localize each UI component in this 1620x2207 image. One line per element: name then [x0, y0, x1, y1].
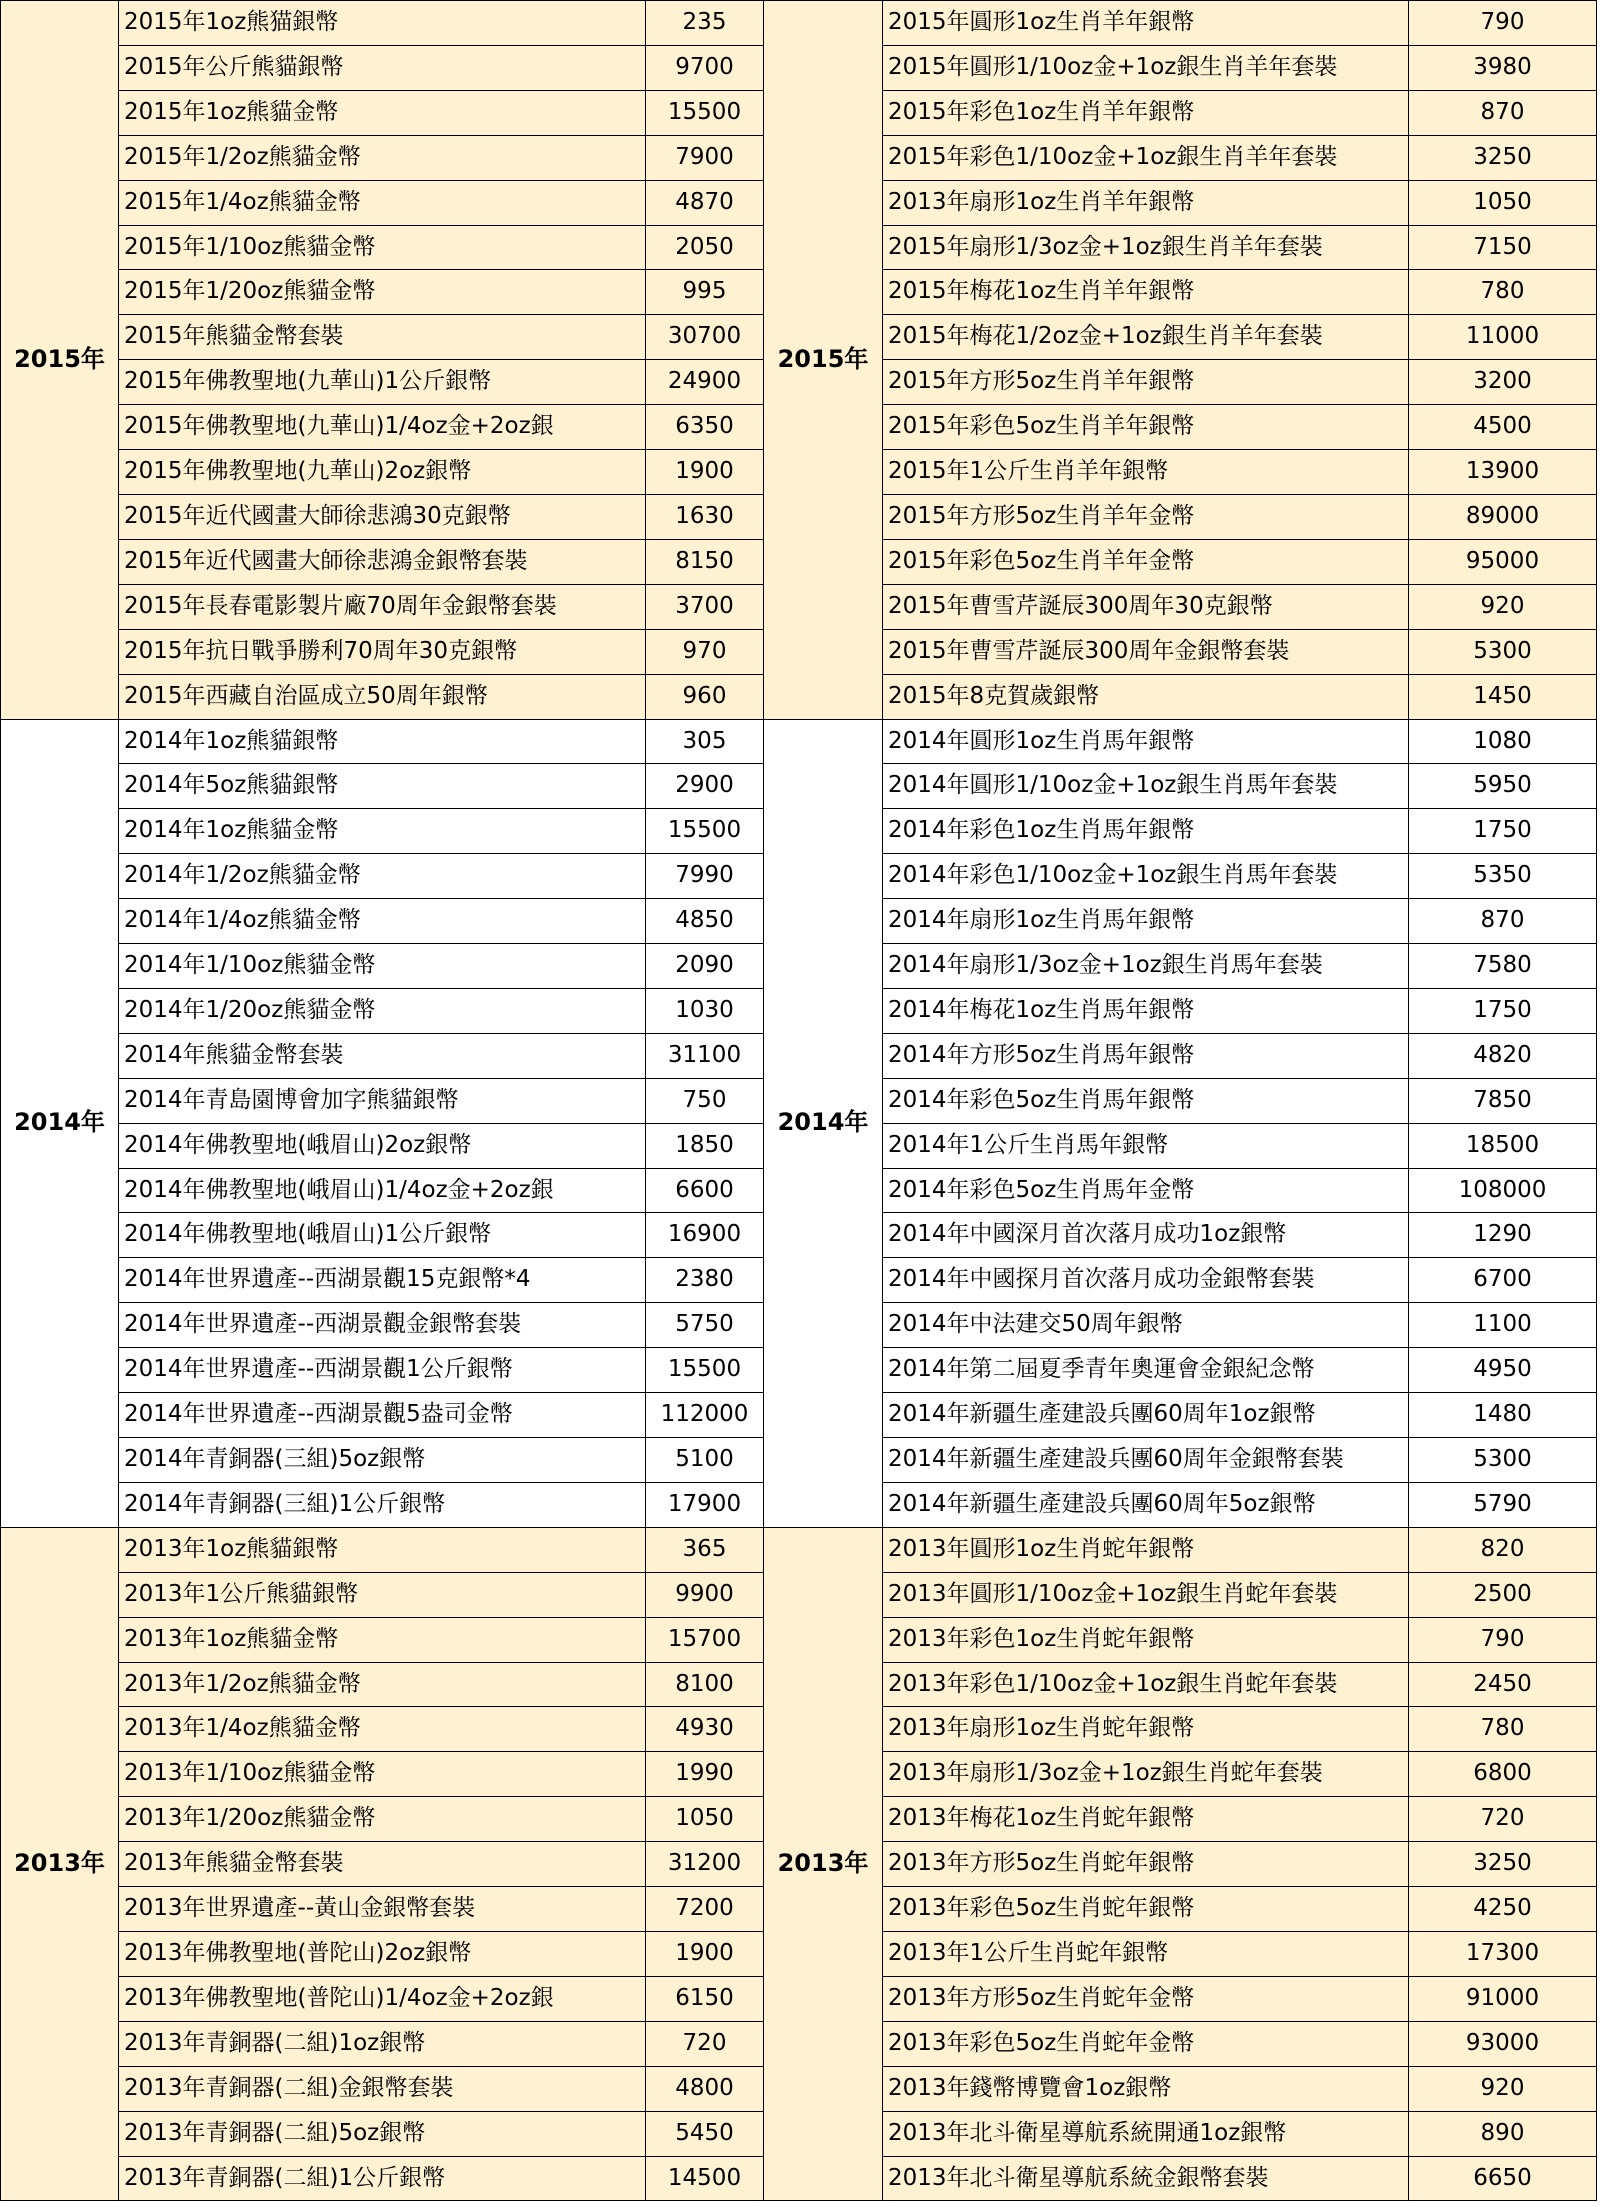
coin-name: 2015年1公斤生肖羊年銀幣 — [883, 450, 1409, 495]
coin-price: 920 — [1409, 584, 1597, 629]
coin-price: 780 — [1409, 270, 1597, 315]
coin-name: 2014年中國探月首次落月成功金銀幣套裝 — [883, 1258, 1409, 1303]
coin-price: 18500 — [1409, 1123, 1597, 1168]
coin-price: 7150 — [1409, 225, 1597, 270]
coin-price: 4870 — [646, 180, 764, 225]
coin-price: 4930 — [646, 1707, 764, 1752]
coin-price: 1750 — [1409, 988, 1597, 1033]
coin-name: 2013年方形5oz生肖蛇年銀幣 — [883, 1842, 1409, 1887]
coin-price: 870 — [1409, 90, 1597, 135]
coin-price: 1850 — [646, 1123, 764, 1168]
coin-price: 108000 — [1409, 1168, 1597, 1213]
coin-price: 30700 — [646, 315, 764, 360]
coin-name: 2013年方形5oz生肖蛇年金幣 — [883, 1976, 1409, 2021]
coin-price: 1050 — [646, 1797, 764, 1842]
table-row — [1, 1, 1597, 46]
coin-price: 1080 — [1409, 719, 1597, 764]
coin-price: 16900 — [646, 1213, 764, 1258]
coin-price: 6150 — [646, 1976, 764, 2021]
coin-name: 2013年梅花1oz生肖蛇年銀幣 — [883, 1797, 1409, 1842]
coin-price: 5100 — [646, 1438, 764, 1483]
coin-name: 2013年1/4oz熊貓金幣 — [119, 1707, 646, 1752]
coin-name: 2013年青銅器(二組)5oz銀幣 — [119, 2111, 646, 2156]
year-label-left: 2013年 — [1, 1527, 119, 2201]
coin-name: 2015年方形5oz生肖羊年金幣 — [883, 494, 1409, 539]
coin-price: 1900 — [646, 450, 764, 495]
coin-name: 2014年1oz熊貓銀幣 — [119, 719, 646, 764]
coin-price: 5790 — [1409, 1482, 1597, 1527]
coin-name: 2013年1公斤生肖蛇年銀幣 — [883, 1931, 1409, 1976]
coin-name: 2015年佛教聖地(九華山)2oz銀幣 — [119, 450, 646, 495]
coin-price: 6700 — [1409, 1258, 1597, 1303]
coin-price: 89000 — [1409, 494, 1597, 539]
coin-name: 2013年1oz熊貓銀幣 — [119, 1527, 646, 1572]
coin-name: 2015年近代國畫大師徐悲鴻金銀幣套裝 — [119, 539, 646, 584]
coin-price: 820 — [1409, 1527, 1597, 1572]
coin-name: 2013年1/10oz熊貓金幣 — [119, 1752, 646, 1797]
coin-price: 5950 — [1409, 764, 1597, 809]
coin-name: 2014年1/2oz熊貓金幣 — [119, 854, 646, 899]
coin-name: 2015年佛教聖地(九華山)1/4oz金+2oz銀 — [119, 405, 646, 450]
coin-price: 24900 — [646, 360, 764, 405]
coin-name: 2014年新疆生產建設兵團60周年1oz銀幣 — [883, 1393, 1409, 1438]
coin-price: 1030 — [646, 988, 764, 1033]
coin-price: 2900 — [646, 764, 764, 809]
coin-price: 5350 — [1409, 854, 1597, 899]
coin-price: 5750 — [646, 1303, 764, 1348]
coin-name: 2015年圓形1oz生肖羊年銀幣 — [883, 1, 1409, 46]
coin-price: 8100 — [646, 1662, 764, 1707]
coin-name: 2014年青銅器(三組)5oz銀幣 — [119, 1438, 646, 1483]
coin-price: 790 — [1409, 1617, 1597, 1662]
coin-name: 2014年扇形1oz生肖馬年銀幣 — [883, 899, 1409, 944]
coin-name: 2013年圓形1/10oz金+1oz銀生肖蛇年套裝 — [883, 1572, 1409, 1617]
coin-name: 2015年曹雪芹誕辰300周年金銀幣套裝 — [883, 629, 1409, 674]
coin-price: 365 — [646, 1527, 764, 1572]
coin-price: 1290 — [1409, 1213, 1597, 1258]
coin-price: 2380 — [646, 1258, 764, 1303]
coin-price: 7850 — [1409, 1078, 1597, 1123]
coin-price: 15500 — [646, 90, 764, 135]
coin-price: 4850 — [646, 899, 764, 944]
coin-price: 2450 — [1409, 1662, 1597, 1707]
coin-price: 1750 — [1409, 809, 1597, 854]
coin-name: 2015年熊貓金幣套裝 — [119, 315, 646, 360]
coin-price: 720 — [1409, 1797, 1597, 1842]
coin-name: 2013年青銅器(二組)1oz銀幣 — [119, 2021, 646, 2066]
coin-name: 2015年抗日戰爭勝利70周年30克銀幣 — [119, 629, 646, 674]
coin-price: 970 — [646, 629, 764, 674]
coin-price: 1480 — [1409, 1393, 1597, 1438]
coin-name: 2014年彩色1oz生肖馬年銀幣 — [883, 809, 1409, 854]
year-label-left: 2015年 — [1, 1, 119, 720]
coin-price: 1050 — [1409, 180, 1597, 225]
coin-price: 6800 — [1409, 1752, 1597, 1797]
coin-name: 2015年佛教聖地(九華山)1公斤銀幣 — [119, 360, 646, 405]
coin-name: 2014年第二屆夏季青年奧運會金銀紀念幣 — [883, 1348, 1409, 1393]
coin-price: 720 — [646, 2021, 764, 2066]
year-label-right: 2013年 — [764, 1527, 883, 2201]
coin-price: 17300 — [1409, 1931, 1597, 1976]
coin-name: 2015年彩色5oz生肖羊年金幣 — [883, 539, 1409, 584]
coin-price: 5300 — [1409, 629, 1597, 674]
coin-name: 2014年世界遺產--西湖景觀5盎司金幣 — [119, 1393, 646, 1438]
coin-name: 2015年曹雪芹誕辰300周年30克銀幣 — [883, 584, 1409, 629]
coin-name: 2014年佛教聖地(峨眉山)1/4oz金+2oz銀 — [119, 1168, 646, 1213]
coin-name: 2014年世界遺產--西湖景觀金銀幣套裝 — [119, 1303, 646, 1348]
coin-price: 2050 — [646, 225, 764, 270]
coin-price: 2090 — [646, 944, 764, 989]
coin-name: 2013年彩色5oz生肖蛇年金幣 — [883, 2021, 1409, 2066]
coin-price: 1450 — [1409, 674, 1597, 719]
coin-name: 2013年熊貓金幣套裝 — [119, 1842, 646, 1887]
coin-price: 9900 — [646, 1572, 764, 1617]
coin-name: 2014年梅花1oz生肖馬年銀幣 — [883, 988, 1409, 1033]
coin-price: 1630 — [646, 494, 764, 539]
coin-name: 2013年彩色1/10oz金+1oz銀生肖蛇年套裝 — [883, 1662, 1409, 1707]
coin-price: 960 — [646, 674, 764, 719]
coin-name: 2014年熊貓金幣套裝 — [119, 1033, 646, 1078]
coin-name: 2013年青銅器(二組)1公斤銀幣 — [119, 2156, 646, 2201]
coin-price: 91000 — [1409, 1976, 1597, 2021]
coin-price: 15700 — [646, 1617, 764, 1662]
coin-name: 2014年新疆生產建設兵團60周年金銀幣套裝 — [883, 1438, 1409, 1483]
coin-price: 750 — [646, 1078, 764, 1123]
coin-name: 2014年彩色5oz生肖馬年銀幣 — [883, 1078, 1409, 1123]
coin-name: 2013年佛教聖地(普陀山)2oz銀幣 — [119, 1931, 646, 1976]
coin-price: 8150 — [646, 539, 764, 584]
coin-name: 2014年方形5oz生肖馬年銀幣 — [883, 1033, 1409, 1078]
coin-name: 2014年世界遺產--西湖景觀1公斤銀幣 — [119, 1348, 646, 1393]
coin-name: 2015年彩色5oz生肖羊年銀幣 — [883, 405, 1409, 450]
coin-name: 2014年圓形1/10oz金+1oz銀生肖馬年套裝 — [883, 764, 1409, 809]
coin-price: 3980 — [1409, 45, 1597, 90]
coin-price: 780 — [1409, 1707, 1597, 1752]
coin-name: 2013年1/2oz熊貓金幣 — [119, 1662, 646, 1707]
coin-price: 3250 — [1409, 135, 1597, 180]
coin-name: 2013年扇形1/3oz金+1oz銀生肖蛇年套裝 — [883, 1752, 1409, 1797]
coin-name: 2015年8克賀歲銀幣 — [883, 674, 1409, 719]
coin-price: 790 — [1409, 1, 1597, 46]
coin-name: 2015年彩色1oz生肖羊年銀幣 — [883, 90, 1409, 135]
coin-price: 95000 — [1409, 539, 1597, 584]
coin-name: 2013年北斗衛星導航系統開通1oz銀幣 — [883, 2111, 1409, 2156]
coin-price: 4820 — [1409, 1033, 1597, 1078]
coin-name: 2014年5oz熊貓銀幣 — [119, 764, 646, 809]
coin-name: 2014年1oz熊貓金幣 — [119, 809, 646, 854]
coin-name: 2014年1/4oz熊貓金幣 — [119, 899, 646, 944]
coin-name: 2013年佛教聖地(普陀山)1/4oz金+2oz銀 — [119, 1976, 646, 2021]
coin-name: 2014年圓形1oz生肖馬年銀幣 — [883, 719, 1409, 764]
coin-name: 2015年彩色1/10oz金+1oz銀生肖羊年套裝 — [883, 135, 1409, 180]
coin-name: 2014年中法建交50周年銀幣 — [883, 1303, 1409, 1348]
coin-price: 235 — [646, 1, 764, 46]
coin-price: 112000 — [646, 1393, 764, 1438]
coin-name: 2015年1/10oz熊貓金幣 — [119, 225, 646, 270]
coin-name: 2013年1oz熊貓金幣 — [119, 1617, 646, 1662]
coin-price: 7580 — [1409, 944, 1597, 989]
coin-name: 2015年梅花1/2oz金+1oz銀生肖羊年套裝 — [883, 315, 1409, 360]
coin-name: 2014年新疆生產建設兵團60周年5oz銀幣 — [883, 1482, 1409, 1527]
coin-name: 2013年1公斤熊貓銀幣 — [119, 1572, 646, 1617]
coin-name: 2014年佛教聖地(峨眉山)2oz銀幣 — [119, 1123, 646, 1168]
coin-price: 1990 — [646, 1752, 764, 1797]
coin-name: 2015年1/20oz熊貓金幣 — [119, 270, 646, 315]
coin-price: 4950 — [1409, 1348, 1597, 1393]
coin-name: 2015年1/4oz熊貓金幣 — [119, 180, 646, 225]
coin-price: 1100 — [1409, 1303, 1597, 1348]
coin-name: 2015年公斤熊貓銀幣 — [119, 45, 646, 90]
coin-price: 6350 — [646, 405, 764, 450]
coin-name: 2014年扇形1/3oz金+1oz銀生肖馬年套裝 — [883, 944, 1409, 989]
coin-price: 4250 — [1409, 1887, 1597, 1932]
coin-name: 2014年彩色1/10oz金+1oz銀生肖馬年套裝 — [883, 854, 1409, 899]
coin-name: 2013年青銅器(二組)金銀幣套裝 — [119, 2066, 646, 2111]
coin-name: 2014年1/10oz熊貓金幣 — [119, 944, 646, 989]
coin-name: 2014年彩色5oz生肖馬年金幣 — [883, 1168, 1409, 1213]
coin-name: 2014年1/20oz熊貓金幣 — [119, 988, 646, 1033]
coin-price: 11000 — [1409, 315, 1597, 360]
coin-price: 31200 — [646, 1842, 764, 1887]
coin-name: 2013年北斗衛星導航系統金銀幣套裝 — [883, 2156, 1409, 2201]
coin-price: 3250 — [1409, 1842, 1597, 1887]
coin-name: 2013年彩色1oz生肖蛇年銀幣 — [883, 1617, 1409, 1662]
coin-price: 3200 — [1409, 360, 1597, 405]
coin-name: 2014年世界遺產--西湖景觀15克銀幣*4 — [119, 1258, 646, 1303]
coin-price: 17900 — [646, 1482, 764, 1527]
table-row — [1, 719, 1597, 764]
coin-name: 2015年1oz熊貓金幣 — [119, 90, 646, 135]
coin-name: 2015年1/2oz熊貓金幣 — [119, 135, 646, 180]
year-label-left: 2014年 — [1, 719, 119, 1527]
coin-name: 2013年錢幣博覽會1oz銀幣 — [883, 2066, 1409, 2111]
coin-name: 2013年1/20oz熊貓金幣 — [119, 1797, 646, 1842]
coin-price: 93000 — [1409, 2021, 1597, 2066]
coin-name: 2015年長春電影製片廠70周年金銀幣套裝 — [119, 584, 646, 629]
coin-name: 2015年方形5oz生肖羊年銀幣 — [883, 360, 1409, 405]
coin-price: 31100 — [646, 1033, 764, 1078]
coin-name: 2015年圓形1/10oz金+1oz銀生肖羊年套裝 — [883, 45, 1409, 90]
coin-price: 890 — [1409, 2111, 1597, 2156]
coin-price: 4500 — [1409, 405, 1597, 450]
coin-price: 2500 — [1409, 1572, 1597, 1617]
coin-price: 1900 — [646, 1931, 764, 1976]
coin-name: 2014年中國深月首次落月成功1oz銀幣 — [883, 1213, 1409, 1258]
coin-name: 2014年佛教聖地(峨眉山)1公斤銀幣 — [119, 1213, 646, 1258]
coin-name: 2015年扇形1/3oz金+1oz銀生肖羊年套裝 — [883, 225, 1409, 270]
coin-name: 2014年1公斤生肖馬年銀幣 — [883, 1123, 1409, 1168]
coin-name: 2013年扇形1oz生肖蛇年銀幣 — [883, 1707, 1409, 1752]
coin-price: 5300 — [1409, 1438, 1597, 1483]
coin-name: 2015年近代國畫大師徐悲鴻30克銀幣 — [119, 494, 646, 539]
coin-price: 4800 — [646, 2066, 764, 2111]
coin-name: 2015年1oz熊猫銀幣 — [119, 1, 646, 46]
coin-price: 7990 — [646, 854, 764, 899]
coin-price: 5450 — [646, 2111, 764, 2156]
coin-name: 2015年西藏自治區成立50周年銀幣 — [119, 674, 646, 719]
coin-name: 2013年扇形1oz生肖羊年銀幣 — [883, 180, 1409, 225]
coin-price: 6650 — [1409, 2156, 1597, 2201]
coin-name: 2014年青銅器(三組)1公斤銀幣 — [119, 1482, 646, 1527]
coin-price: 7200 — [646, 1887, 764, 1932]
coin-price: 995 — [646, 270, 764, 315]
coin-price: 9700 — [646, 45, 764, 90]
coin-price: 7900 — [646, 135, 764, 180]
year-label-right: 2015年 — [764, 1, 883, 720]
coin-price: 15500 — [646, 809, 764, 854]
coin-price: 6600 — [646, 1168, 764, 1213]
coin-name: 2013年世界遺產--黃山金銀幣套裝 — [119, 1887, 646, 1932]
coin-name: 2013年彩色5oz生肖蛇年銀幣 — [883, 1887, 1409, 1932]
coin-price: 305 — [646, 719, 764, 764]
coin-price: 15500 — [646, 1348, 764, 1393]
coin-price: 14500 — [646, 2156, 764, 2201]
year-label-right: 2014年 — [764, 719, 883, 1527]
coin-price: 920 — [1409, 2066, 1597, 2111]
coin-price: 3700 — [646, 584, 764, 629]
coin-name: 2015年梅花1oz生肖羊年銀幣 — [883, 270, 1409, 315]
coin-name: 2014年青島園博會加字熊貓銀幣 — [119, 1078, 646, 1123]
coin-name: 2013年圓形1oz生肖蛇年銀幣 — [883, 1527, 1409, 1572]
table-row — [1, 1527, 1597, 1572]
coin-price: 870 — [1409, 899, 1597, 944]
coin-price: 13900 — [1409, 450, 1597, 495]
